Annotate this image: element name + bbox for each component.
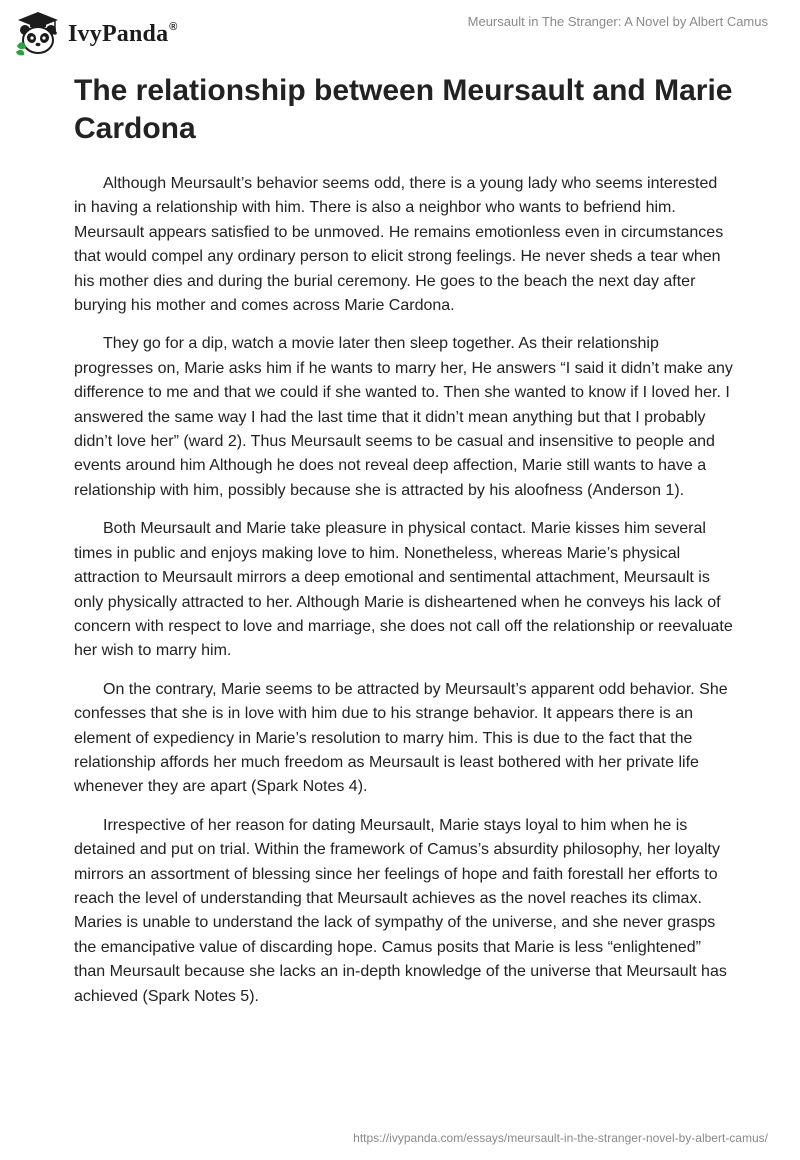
- paragraph: Irrespective of her reason for dating Meursault, Marie stays loyal to him when he is detained and put on trial. Within the framework of Camus’s absurdity philosophy, her loyalty mirrors an assortment of blessing since her feelings of hope and faith forestall her efforts to reach the level of understanding that Meursault achieves as the novel reaches its climax. Maries is unable to understand the lack of sympathy of the universe, and she never grasps the emancipative value of discarding hope. Camus posits that Marie is less “enlightened” than Meursault because she lacks an in-depth knowledge of the universe that Meursault has achieved (Spark Notes 5).: [74, 816, 727, 1005]
- paragraph: Although Meursault’s behavior seems odd, there is a young lady who seems interested in having a relationship with him. There is also a neighbor who wants to befriend him. Meursault appears satisfied to be unmoved. He remains emotionless even in circumstances that would compel any ordinary person to elicit strong feelings. He never sheds a tear when his mother dies and during the burial ceremony. He goes to the beach the next day after burying his mother and comes across Marie Cardona.: [74, 175, 724, 315]
- article-body: [74, 172, 734, 1023]
- running-title: Meursault in The Stranger: A Novel by Albert Camus: [467, 14, 768, 29]
- paragraph: On the contrary, Marie seems to be attracted by Meursault’s apparent odd behavior. She confesses that she is in love with him due to his strange behavior. It appears there is an element of expediency in Marie’s resolution to marry him. This is due to the fact that the relationship affords her much freedom as Meursault is least bothered with her private life whenever they are apart (Spark Notes 4).: [74, 680, 728, 796]
- logo-wordmark: IvyPanda®: [68, 20, 178, 47]
- paragraph: They go for a dip, watch a movie later then sleep together. As their relationship progresses on, Marie asks him if he wants to marry her, He answers “I said it didn’t make any difference to me and that we could if she wanted to. Then she wanted to know if I loved her. I answered the same way I had the last time that it didn’t mean anything but that I probably didn’t love her” (ward 2). Thus Meursault seems to be casual and insensitive to people and events around him Although he does not reveal deep affection, Marie still wants to have a relationship with him, possibly because she is attracted by his aloofness (Anderson 1).: [74, 335, 733, 499]
- panda-graduate-icon: [14, 10, 62, 56]
- registered-mark: ®: [169, 20, 178, 33]
- source-url-link[interactable]: https://ivypanda.com/essays/meursault-in-the-stranger-novel-by-albert-camus/: [353, 1131, 768, 1145]
- ivypanda-logo[interactable]: [14, 10, 178, 56]
- page-header: [0, 0, 800, 70]
- paragraph: Both Meursault and Marie take pleasure in physical contact. Marie kisses him several times in public and enjoys making love to him. Nonetheless, whereas Marie’s physical attraction to Meursault mirrors a deep emotional and sentimental attachment, Meursault is only physically attracted to her. Although Marie is disheartened when he conveys his lack of concern with respect to love and marriage, she does not call off the relationship or reevaluate her wish to marry him.: [74, 520, 733, 660]
- article-title: The relationship between Meursault and Marie Cardona: [74, 74, 733, 145]
